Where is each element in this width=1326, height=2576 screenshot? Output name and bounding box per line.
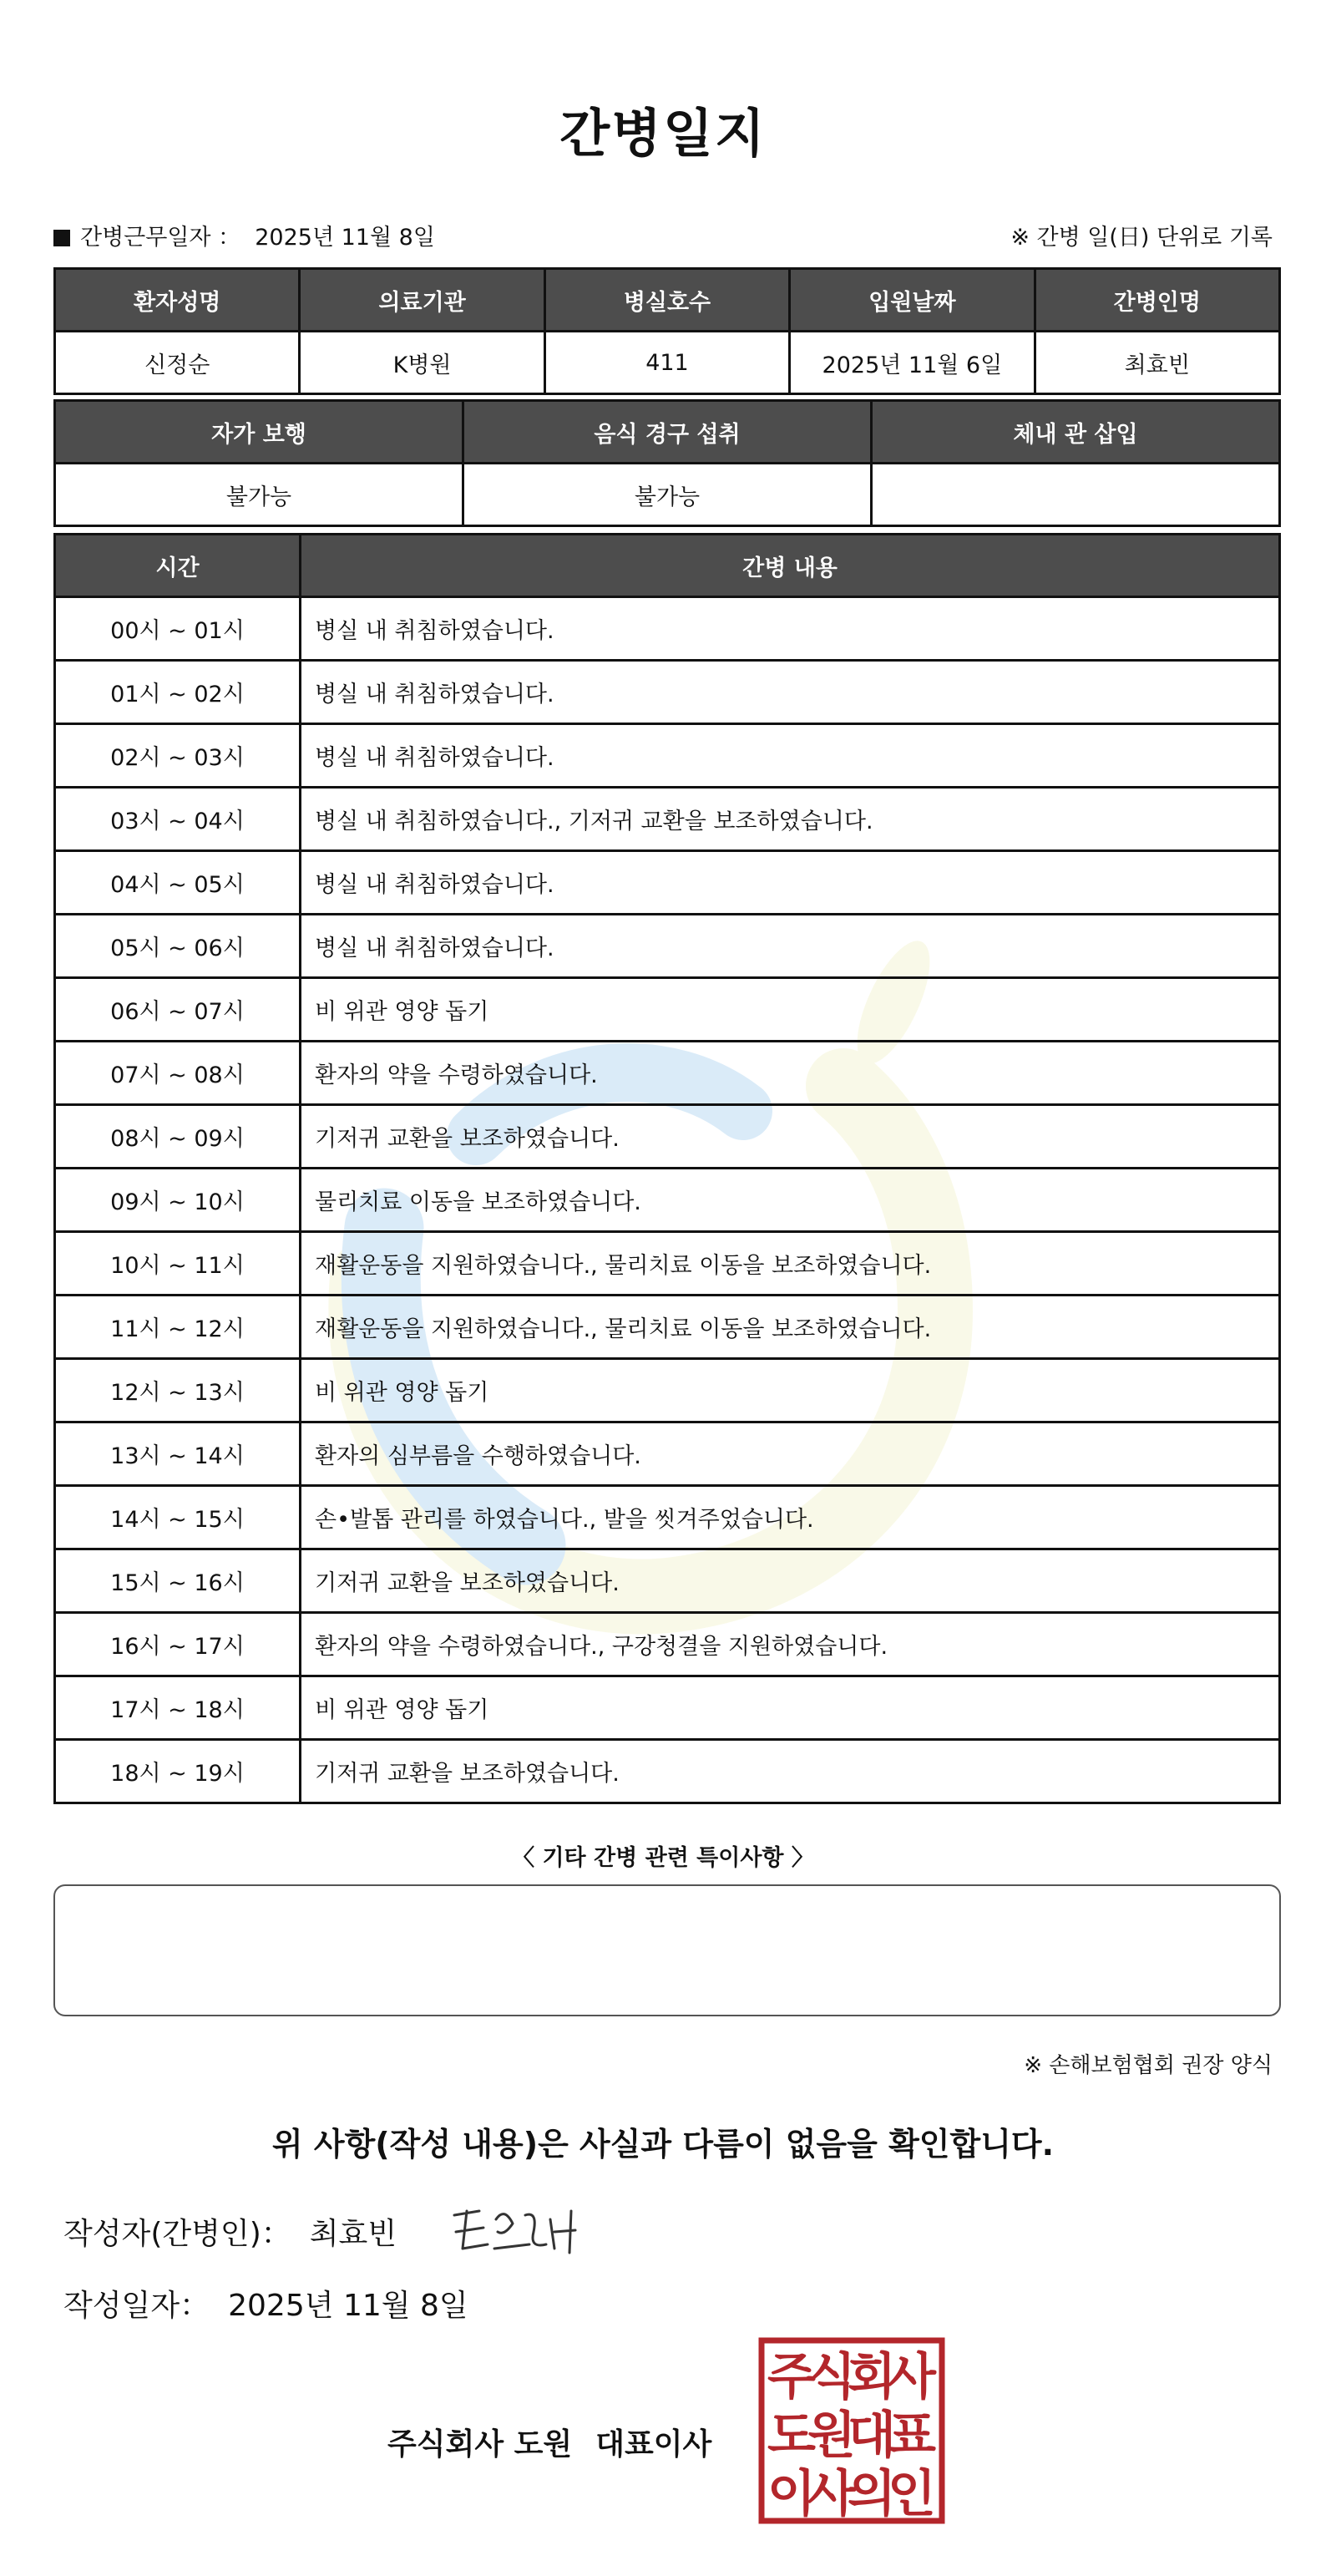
- svg-text:도: 도: [767, 2406, 816, 2465]
- company-name: 주식회사 도원: [387, 2427, 573, 2462]
- log-time: 12시 ~ 13시: [55, 1359, 301, 1422]
- table-row: [55, 788, 1280, 851]
- handwritten-signature-icon: [446, 2198, 596, 2265]
- work-date-line: [53, 219, 435, 251]
- svg-text:의: 의: [848, 2465, 896, 2523]
- special-notes-box: [53, 1884, 1281, 2016]
- tube-status: [872, 464, 1280, 526]
- document-title: 간병일지: [559, 103, 767, 164]
- header-patient-name: 환자성명: [55, 269, 300, 332]
- ceo-title: 대표이사: [595, 2427, 712, 2462]
- table-row: [55, 1740, 1280, 1803]
- writing-date-line: [63, 2282, 468, 2325]
- log-time: 16시 ~ 17시: [55, 1613, 301, 1676]
- log-time: 05시 ~ 06시: [55, 915, 301, 978]
- log-content: 병실 내 취침하였습니다.: [301, 851, 1280, 915]
- svg-text:대: 대: [848, 2406, 896, 2465]
- log-content: 병실 내 취침하였습니다., 기저귀 교환을 보조하였습니다.: [301, 788, 1280, 851]
- log-content: 손•발톱 관리를 하였습니다., 발을 씻겨주었습니다.: [301, 1486, 1280, 1549]
- writing-date-label: 작성일자：: [63, 2289, 210, 2323]
- log-content: 재활운동을 지원하였습니다., 물리치료 이동을 보조하였습니다.: [301, 1296, 1280, 1359]
- svg-text:주: 주: [767, 2348, 816, 2406]
- header-caregiver: 간병인명: [1035, 269, 1279, 332]
- log-content: 환자의 약을 수령하였습니다.: [301, 1042, 1280, 1105]
- hospital: K병원: [300, 332, 544, 394]
- log-content: 비 위관 영양 돕기: [301, 1676, 1280, 1740]
- log-time: 09시 ~ 10시: [55, 1169, 301, 1232]
- svg-text:사: 사: [807, 2465, 856, 2523]
- table-row: [55, 851, 1280, 915]
- care-log-table: [53, 533, 1281, 1804]
- log-content: 병실 내 취침하였습니다.: [301, 915, 1280, 978]
- log-time: 03시 ~ 04시: [55, 788, 301, 851]
- log-time: 00시 ~ 01시: [55, 597, 301, 661]
- table-row: [55, 1105, 1280, 1169]
- header-walking: 자가 보행: [55, 401, 463, 464]
- writer-label: 작성자(간병인)：: [63, 2217, 291, 2251]
- log-time: 11시 ~ 12시: [55, 1296, 301, 1359]
- log-content: 재활운동을 지원하였습니다., 물리치료 이동을 보조하였습니다.: [301, 1232, 1280, 1296]
- writer-line: [63, 2210, 397, 2253]
- walking-status: 불가능: [55, 464, 463, 526]
- work-date-value: 2025년 11월 8일: [255, 225, 435, 251]
- log-content: 병실 내 취침하였습니다.: [301, 597, 1280, 661]
- table-row: [55, 1042, 1280, 1105]
- log-content: 환자의 약을 수령하였습니다., 구강청결을 지원하였습니다.: [301, 1613, 1280, 1676]
- confirmation-statement: 위 사항(작성 내용)은 사실과 다름이 없음을 확인합니다.: [271, 2126, 1055, 2163]
- room-number: 411: [544, 332, 789, 394]
- log-time: 02시 ~ 03시: [55, 724, 301, 788]
- svg-text:식: 식: [807, 2348, 856, 2406]
- log-time: 10시 ~ 11시: [55, 1232, 301, 1296]
- log-content: 병실 내 취침하였습니다.: [301, 724, 1280, 788]
- log-time: 08시 ~ 09시: [55, 1105, 301, 1169]
- header-tube: 체내 관 삽입: [872, 401, 1280, 464]
- square-bullet-icon: [53, 230, 70, 246]
- table-row: [55, 724, 1280, 788]
- caregiver-name: 최효빈: [1035, 332, 1279, 394]
- svg-text:표: 표: [888, 2406, 936, 2465]
- patient-name: 신정순: [55, 332, 300, 394]
- patient-status-table: [53, 399, 1281, 527]
- log-content: 기저귀 교환을 보조하였습니다.: [301, 1105, 1280, 1169]
- oral-intake-status: 불가능: [463, 464, 872, 526]
- log-time: 06시 ~ 07시: [55, 978, 301, 1042]
- log-time: 07시 ~ 08시: [55, 1042, 301, 1105]
- log-time: 14시 ~ 15시: [55, 1486, 301, 1549]
- table-row: [55, 1613, 1280, 1676]
- table-row: [55, 661, 1280, 724]
- log-time: 04시 ~ 05시: [55, 851, 301, 915]
- patient-info-table: [53, 267, 1281, 395]
- svg-text:원: 원: [807, 2406, 856, 2465]
- table-row: [55, 1422, 1280, 1486]
- log-time: 15시 ~ 16시: [55, 1549, 301, 1613]
- log-time: 17시 ~ 18시: [55, 1676, 301, 1740]
- admit-date: 2025년 11월 6일: [790, 332, 1035, 394]
- log-content: 비 위관 영양 돕기: [301, 1359, 1280, 1422]
- svg-text:사: 사: [888, 2348, 936, 2406]
- table-row: [55, 1549, 1280, 1613]
- log-content: 병실 내 취침하였습니다.: [301, 661, 1280, 724]
- header-hospital: 의료기관: [300, 269, 544, 332]
- header-care-content: 간병 내용: [301, 535, 1280, 597]
- header-oral-intake: 음식 경구 섭취: [463, 401, 872, 464]
- table-row: [55, 1486, 1280, 1549]
- table-row: [55, 1296, 1280, 1359]
- header-time: 시간: [55, 535, 301, 597]
- writer-name: 최효빈: [309, 2217, 397, 2251]
- header-room: 병실호수: [544, 269, 789, 332]
- log-time: 13시 ~ 14시: [55, 1422, 301, 1486]
- log-content: 비 위관 영양 돕기: [301, 978, 1280, 1042]
- svg-text:인: 인: [888, 2465, 936, 2523]
- svg-text:이: 이: [767, 2465, 816, 2523]
- table-row: [55, 1359, 1280, 1422]
- recommend-note: ※ 손해보험협회 권장 양식: [1024, 2053, 1273, 2078]
- table-row: [55, 1169, 1280, 1232]
- table-row: [55, 1232, 1280, 1296]
- log-content: 기저귀 교환을 보조하였습니다.: [301, 1740, 1280, 1803]
- table-row: [55, 597, 1280, 661]
- writing-date-value: 2025년 11월 8일: [228, 2289, 468, 2323]
- table-row: [55, 1676, 1280, 1740]
- company-seal-stamp-icon: [758, 2337, 945, 2524]
- log-time: 18시 ~ 19시: [55, 1740, 301, 1803]
- log-content: 물리치료 이동을 보조하였습니다.: [301, 1169, 1280, 1232]
- svg-text:회: 회: [848, 2348, 896, 2406]
- table-row: [55, 978, 1280, 1042]
- log-time: 01시 ~ 02시: [55, 661, 301, 724]
- table-row: [55, 915, 1280, 978]
- work-date-label: 간병근무일자 ：: [80, 225, 241, 251]
- special-notes-label: 〈 기타 간병 관련 특이사항 〉: [512, 1845, 814, 1871]
- company-line: [387, 2421, 711, 2463]
- header-admit-date: 입원날짜: [790, 269, 1035, 332]
- unit-note: ※ 간병 일(日) 단위로 기록: [1010, 225, 1273, 251]
- log-content: 환자의 심부름을 수행하였습니다.: [301, 1422, 1280, 1486]
- log-content: 기저귀 교환을 보조하였습니다.: [301, 1549, 1280, 1613]
